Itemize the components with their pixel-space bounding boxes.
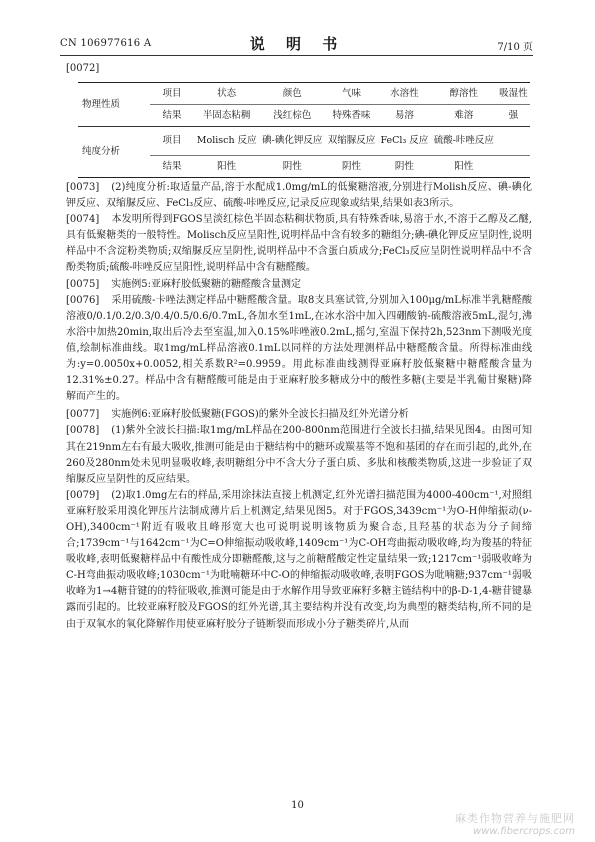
paragraph xyxy=(66,293,532,406)
table-cell: 半固态粘稠 xyxy=(194,105,259,127)
paragraph xyxy=(66,407,532,423)
table-cell: 吸湿性 xyxy=(497,83,530,105)
table-cell xyxy=(497,156,530,178)
patent-number: CN 106977616 A xyxy=(60,38,152,49)
table-cell: 阳性 xyxy=(454,160,474,172)
table-cell: 阴性 xyxy=(341,160,361,172)
body-text xyxy=(66,180,532,633)
page-indicator: 7/10 页 xyxy=(497,42,533,53)
table-cell: 状态 xyxy=(194,83,259,105)
properties-table xyxy=(78,82,530,178)
table-cell: 阴性 xyxy=(394,160,414,172)
paragraph-id: [0076] xyxy=(66,294,100,306)
section-physical: 物理性质 xyxy=(78,83,150,127)
section-purity: 纯度分析 xyxy=(82,146,121,157)
table-cell: Molisch 反应 xyxy=(194,127,259,156)
table-cell: 颜色 xyxy=(259,83,325,105)
table-cell: 难溶 xyxy=(431,105,497,127)
table-cell: 碘-碘化钾反应 xyxy=(259,127,325,156)
table-cell: 浅红棕色 xyxy=(259,105,325,127)
watermark xyxy=(455,810,575,837)
paragraph-text: 实施例6:亚麻籽胶低聚糖(FGOS)的紫外全波长扫描及红外光谱分析 xyxy=(111,409,409,421)
paragraph xyxy=(66,212,532,276)
paragraph-text: (2)纯度分析:取适量产品,溶于水配成1.0mg/mL的低聚糖溶液,分别进行Molish反应、碘-碘化钾反应、双缩脲反应、FeCl₃反应、硫酸-咔唑反应,记录反应现象或结果,结果如表3所示。 xyxy=(66,182,532,210)
table-paragraph-id: [0072] xyxy=(66,63,100,74)
table-cell: 阴性 xyxy=(282,160,302,172)
row-label-item: 项目 xyxy=(150,127,194,156)
paragraph-text: (2)取1.0mg左右的样品,采用涂抹法直接上机测定,红外光谱扫描范围为4000-400cm⁻¹,对照组亚麻籽胶采用溴化钾压片法制成薄片后上机测定,结果见图5。对于FGOS,3439cm⁻¹为O-H伸缩振动(ν-OH),3400cm⁻¹附近有吸收且峰形宽大也可说明说明该物质为聚合态,且羟基的状态为分子间缔合;1739cm⁻¹与1642cm⁻¹为C=O伸缩振动吸收峰,1409cm⁻¹为C-OH弯曲振动吸收峰,均为羧基的特征吸收峰,表明低聚糖样品中有酸性成分即糖醛酸,这与之前糖醛酸定性定量结果一致;1217cm⁻¹弱吸收峰为C-H弯曲振动吸收峰;1030cm⁻¹为吡喃糖环中C-O的伸缩振动吸收峰,表明FGOS为吡喃糖;937cm⁻¹弱吸收峰为1→4糖苷键的的特征吸收,推测可能是由于水解作用导致亚麻籽多糖主链结构中的β-D-1,4-糖苷键暴露而引起的。比较亚麻籽胶及FGOS的红外光谱,其主要结构并没有改变,均为典型的糖类结构,所不同的是由于双氧水的氧化降解作用使亚麻籽胶分子链断裂而形成小分子糖类碎片,从而 xyxy=(66,489,532,630)
table-cell: 特殊香味 xyxy=(325,105,378,127)
paragraph-id: [0075] xyxy=(66,278,100,290)
paragraph xyxy=(66,488,532,633)
paragraph-id: [0074] xyxy=(66,214,100,226)
paragraph xyxy=(66,423,532,487)
paragraph-text: 实施例5:亚麻籽胶低聚糖的糖醛酸含量测定 xyxy=(111,278,301,290)
paragraph xyxy=(66,180,532,212)
paragraph-id: [0079] xyxy=(66,489,100,501)
row-label-item: 项目 xyxy=(150,83,194,105)
paragraph-id: [0077] xyxy=(66,409,100,421)
table-cell: 水溶性 xyxy=(378,83,431,105)
table-cell: 双缩脲反应 xyxy=(325,127,378,156)
table-cell: FeCl₃ 反应 xyxy=(378,127,431,156)
paragraph-text: 本发明所得到FGOS呈淡红棕色半固态粘稠状物质,具有特殊香味,易溶于水,不溶于乙醇及乙醚,具有低聚糖类的一般特性。Molisch反应呈阳性,说明样品中含有较多的糖组分;碘-碘化钾反应呈阴性,说明样品中不含淀粉类物质;双缩脲反应呈阴性,说明样品中不含蛋白质成分;FeCl₃反应呈阴性说明样品中不含酚类物质;硫酸-咔唑反应呈阳性,说明样品中含有糖醛酸。 xyxy=(66,214,532,274)
row-label-result: 结果 xyxy=(150,105,194,127)
page-number: 10 xyxy=(291,800,304,811)
paragraph-id: [0078] xyxy=(66,425,100,437)
paragraph-text: 采用硫酸-卡唑法测定样品中糖醛酸含量。取8支具塞试管,分别加入100μg/mL标准半乳糖醛酸溶液0/0.1/0.2/0.3/0.4/0.5/0.6/0.7mL,各加水至1mL,在冰水浴中加入四硼酸钠-硫酸溶液5mL,混匀,沸水浴中加热20min,取出后冷去至室温,加入0.15%咔唑液0.2mL,摇匀,室温下保持2h,523nm下测吸光度值,绘制标准曲线。取1mg/mL样品溶液0.1mL以同样的方法处理测样品中糖醛酸含量。所得标准曲线为:y=0.0050x+0.0052,相关系数R²=0.9959。用此标准曲线测得亚麻籽胶低聚糖中糖醛酸含量为12.31%±0.27。样品中含有糖醛酸可能是由于亚麻籽胶多糖成分中的酸性多糖(主要是半乳葡甘聚糖)降解而产生的。 xyxy=(66,294,532,403)
row-label-result: 结果 xyxy=(162,160,182,172)
table-row xyxy=(78,127,530,156)
table-row xyxy=(78,83,530,105)
table-cell xyxy=(497,127,530,156)
paragraph-id: [0073] xyxy=(66,182,100,193)
table-cell: 易溶 xyxy=(378,105,431,127)
watermark-url: www.fibercrops.com xyxy=(473,826,575,837)
paragraph-text: (1)紫外全波长扫描:取1mg/mL样品在200-800nm范围进行全波长扫描,结果见图4。由图可知其在219nm左右有最大吸收,推测可能是由于糖结构中的糖环或羰基等不饱和基团的存在而引起的,此外,在260及280nm处未见明显吸收峰,表明糖组分中不含大分子蛋白质、多肽和核酸类物质,这进一步验证了双缩脲反应呈阴性的反应结果。 xyxy=(66,425,532,485)
watermark-site-name: 麻类作物营养与施肥网 xyxy=(455,812,575,825)
table-cell: 强 xyxy=(497,105,530,127)
header-rule xyxy=(60,55,533,56)
paragraph xyxy=(66,277,532,293)
table-cell: 气味 xyxy=(325,83,378,105)
table-cell: 硫酸-咔唑反应 xyxy=(431,127,497,156)
table-cell: 阳性 xyxy=(217,160,237,172)
table-cell: 醇溶性 xyxy=(431,83,497,105)
document-title: 说 明 书 xyxy=(249,35,346,53)
